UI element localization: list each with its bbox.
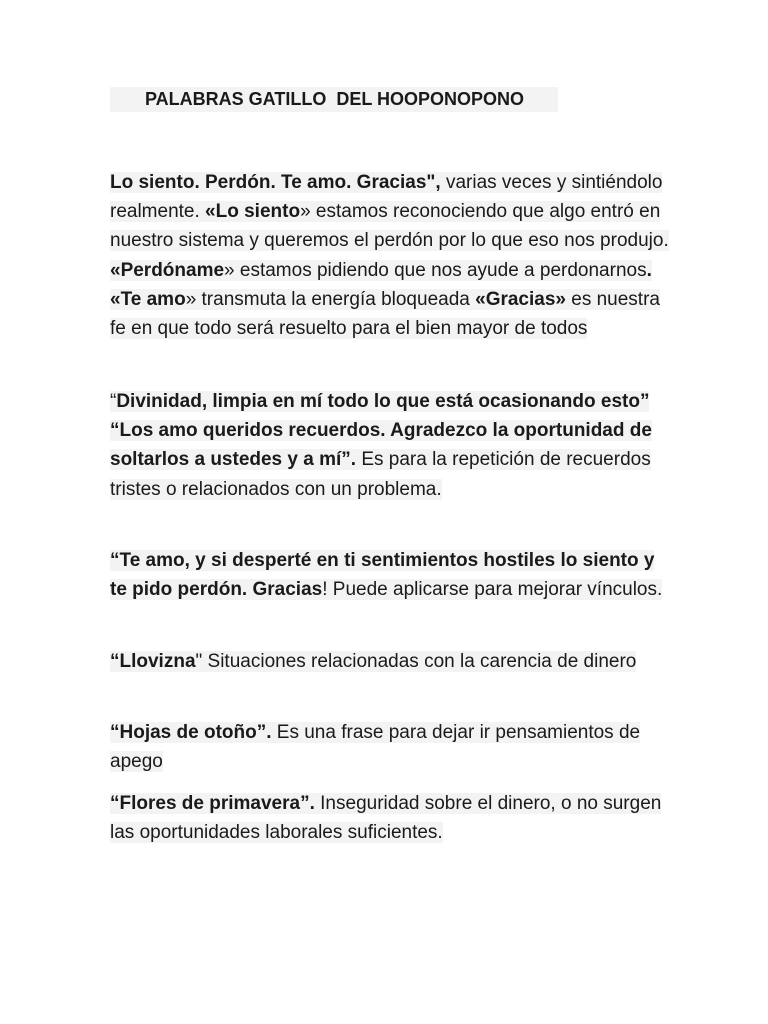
- text-run: “Te amo, y si desperté en ti sentimientos hostiles lo siento y te pido perdón. Gracias: [110, 550, 655, 601]
- text-run: Es para la repetición de recuerdos tristes o relacionados con un problema.: [110, 449, 651, 500]
- text-run: varias veces y sintiéndolo realmente.: [110, 172, 663, 223]
- text-run: “: [110, 391, 117, 412]
- text-run: Lo siento. Perdón. Te amo. Gracias",: [110, 172, 441, 193]
- text-run: “Hojas de otoño”.: [110, 722, 272, 743]
- text-run: «Perdóname: [110, 259, 225, 281]
- text-run: Es una frase para dejar ir pensamientos de apego: [110, 722, 641, 773]
- text-run: Divinidad, limpia en mí todo lo que está ocasionando esto” “Los amo queridos recuerdos. Agradezco la oportunidad de soltarlos a ustedes y a mí”.: [110, 391, 652, 471]
- text-run: " Situaciones relacionadas con la carencia de dinero: [195, 651, 637, 672]
- text-run: » estamos pidiendo que nos ayude a perdonarnos: [224, 259, 647, 281]
- text-run: “Llovizna: [110, 651, 196, 672]
- text-run: “Flores de primavera”.: [110, 793, 315, 814]
- text-run: es nuestra fe en que todo será resuelto para el bien mayor de todos: [110, 288, 660, 340]
- text-run: ! Puede aplicarse para mejorar vínculos.: [322, 579, 663, 601]
- text-run: » transmuta la energía bloqueada: [185, 288, 476, 310]
- paragraph: [110, 718, 670, 776]
- text-run: «Gracias»: [475, 288, 566, 310]
- document-title: PALABRAS GATILLO DEL HOOPONOPONO: [110, 87, 558, 112]
- text-run: Inseguridad sobre el dinero, o no surgen las oportunidades laborales suficientes.: [110, 793, 662, 844]
- paragraph: [110, 168, 670, 343]
- text-run: » estamos reconociendo que algo entró en nuestro sistema y queremos el perdón por lo que eso nos produjo.: [110, 201, 669, 252]
- paragraph: [110, 546, 670, 604]
- text-run: «Lo siento: [205, 201, 301, 223]
- paragraph: [110, 789, 670, 847]
- text-run: . «Te amo: [110, 259, 652, 310]
- paragraph: [110, 647, 670, 676]
- paragraph: [110, 387, 670, 504]
